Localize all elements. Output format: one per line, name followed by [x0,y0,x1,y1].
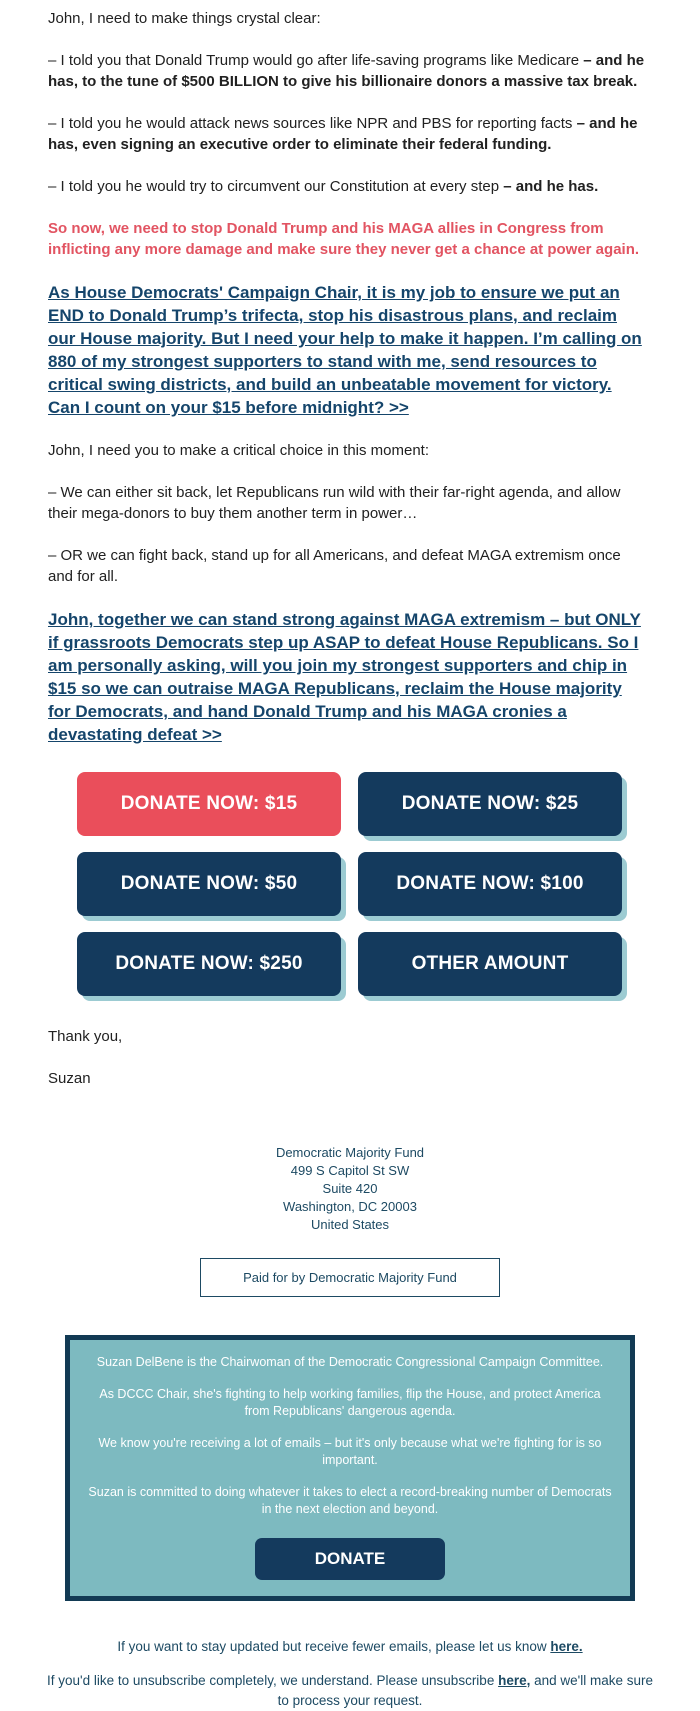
choice-bullet-sit-back: – We can either sit back, let Republicans run wild with their far-right agenda, and allow their mega-donors to buy them another term in power… [48,484,621,522]
unsubscribe-paragraph [40,1671,660,1711]
address-line-country: United States [310,1217,390,1232]
about-paragraph-emails: We know you're receiving a lot of emails – but it's only because what we're fighting for is so important. [98,1436,602,1467]
about-suzan-box [65,1335,635,1601]
red-emphasis-paragraph: So now, we need to stop Donald Trump and his MAGA allies in Congress from inflicting any more damage and make sure they never get a chance at power again. [48,220,640,258]
donate-link-paragraph-1[interactable]: As House Democrats' Campaign Chair, it is my job to ensure we put an END to Donald Trump’s trifecta, stop his disastrous plans, and reclaim our House majority. But I need your help to make it happen. I’m calling on 880 of my strongest supporters to stand with me, send resources to critical swing districts, and build an unbeatable movement for victory. Can I count on your $15 before midnight? >> [48,283,642,417]
address-line-city: Washington, DC 20003 [283,1199,417,1214]
closing-block [0,996,700,1089]
choice-paragraph: John, I need you to make a critical choice in this moment: [48,442,430,459]
bullet-constitution [48,176,648,197]
donate-25-button[interactable]: DONATE NOW: $25 [358,772,622,836]
about-paragraph-committed: Suzan is committed to doing whatever it takes to elect a record-breaking number of Democrats in the next election and beyond. [88,1485,612,1516]
fewer-emails-text: If you want to stay updated but receive fewer emails, please let us know [117,1639,551,1654]
bullet-medicare [48,50,648,92]
closing-line: Thank you, [48,1028,123,1045]
address-line-street: 499 S Capitol St SW [290,1163,410,1178]
bullet-constitution-bold: – and he has. [503,178,599,195]
paid-for-disclaimer-text: Paid for by Democratic Majority Fund [243,1270,457,1285]
donate-link-paragraph-2[interactable]: John, together we can stand strong against MAGA extremism – but ONLY if grassroots Democrats step up ASAP to defeat House Republicans. So I am personally asking, will you join my strongest supporters and chip in $15 so we can outraise MAGA Republicans, reclaim the House majority for Democrats, and hand Donald Trump and his MAGA cronies a devastating defeat >> [48,610,641,744]
bullet-constitution-normal: – I told you he would try to circumvent our Constitution at every step [48,178,504,195]
donate-button-grid [77,772,700,996]
organization-address [0,1144,700,1234]
donate-button[interactable]: DONATE [255,1538,445,1580]
fewer-emails-link[interactable]: here. [550,1639,583,1654]
signature: Suzan [48,1070,91,1087]
address-line-org: Democratic Majority Fund [275,1145,425,1160]
email-footer [0,1637,700,1711]
unsubscribe-text-after: and we'll make sure to process your request. [277,1673,653,1708]
bullet-medicare-normal: – I told you that Donald Trump would go after life-saving programs like Medicare [48,52,584,69]
bullet-news-normal: – I told you he would attack news sources like NPR and PBS for reporting facts [48,115,577,132]
unsubscribe-link[interactable]: here, [498,1673,531,1688]
about-paragraph-chairwoman: Suzan DelBene is the Chairwoman of the Democratic Congressional Campaign Committee. [96,1355,604,1369]
fewer-emails-paragraph [40,1637,660,1657]
bullet-news-bold: – and he has, even signing an executive order to eliminate their federal funding. [48,115,638,153]
greeting-paragraph: John, I need to make things crystal clear: [48,10,321,27]
bullet-news [48,113,648,155]
bullet-medicare-bold: – and he has, to the tune of $500 BILLION to give his billionaire donors a massive tax break. [48,52,645,90]
unsubscribe-text-before: If you'd like to unsubscribe completely, we understand. Please unsubscribe [47,1673,499,1688]
donate-250-button[interactable]: DONATE NOW: $250 [77,932,341,996]
other-amount-button[interactable]: OTHER AMOUNT [358,932,622,996]
choice-bullet-fight-back: – OR we can fight back, stand up for all Americans, and defeat MAGA extremism once and for all. [48,547,621,585]
donate-100-button[interactable]: DONATE NOW: $100 [358,852,622,916]
paid-for-disclaimer-box [200,1258,500,1297]
donate-50-button[interactable]: DONATE NOW: $50 [77,852,341,916]
email-body [0,0,700,746]
donate-15-button[interactable]: DONATE NOW: $15 [77,772,341,836]
about-paragraph-fighting: As DCCC Chair, she's fighting to help working families, flip the House, and protect America from Republicans' dangerous agenda. [99,1387,601,1418]
address-line-suite: Suite 420 [322,1181,378,1196]
